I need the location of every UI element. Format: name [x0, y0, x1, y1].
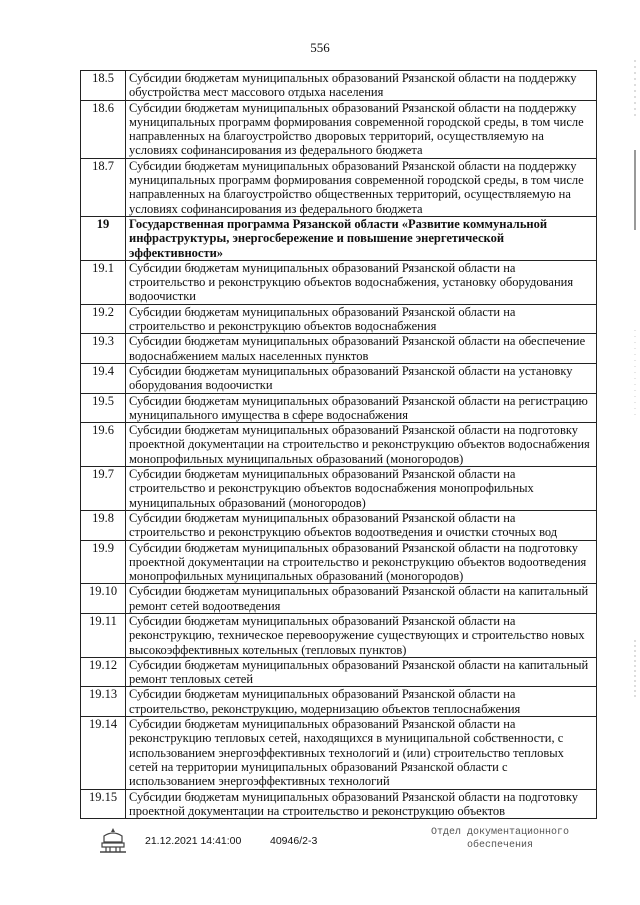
row-number: 19.11: [81, 613, 126, 657]
document-code: 40946/2-3: [270, 835, 318, 847]
row-description: Субсидии бюджетам муниципальных образований Рязанской области на строительство и реконструкцию объектов водоснабжения, установку оборудования водоочистки: [126, 260, 597, 304]
row-description: Субсидии бюджетам муниципальных образований Рязанской области на строительство и реконструкцию объектов водоотведения и очистки сточных вод: [126, 510, 597, 540]
row-number: 19.15: [81, 789, 126, 819]
row-number: 19.10: [81, 584, 126, 614]
program-row: [81, 216, 597, 260]
row-number: 19.7: [81, 467, 126, 511]
row-number: 19.8: [81, 510, 126, 540]
subsidy-table: [80, 70, 597, 819]
table-row: [81, 260, 597, 304]
row-description: Государственная программа Рязанской области «Развитие коммунальной инфраструктуры, энергосбережение и повышение энергетической эффективности»: [126, 216, 597, 260]
table-row: [81, 717, 597, 789]
table-row: [81, 158, 597, 216]
row-number: 19.2: [81, 304, 126, 334]
table-row: [81, 100, 597, 158]
row-description: Субсидии бюджетам муниципальных образований Рязанской области на установку оборудования водоочистки: [126, 363, 597, 393]
row-number: 19.4: [81, 363, 126, 393]
row-description: Субсидии бюджетам муниципальных образований Рязанской области на капитальный ремонт тепловых сетей: [126, 657, 597, 687]
row-number: 19: [81, 216, 126, 260]
table-row: [81, 334, 597, 364]
row-description: Субсидии бюджетам муниципальных образований Рязанской области на строительство, реконструкцию, модернизацию объектов теплоснабжения: [126, 687, 597, 717]
row-description: Субсидии бюджетам муниципальных образований Рязанской области на капитальный ремонт сетей водоотведения: [126, 584, 597, 614]
row-description: Субсидии бюджетам муниципальных образований Рязанской области на подготовку проектной документации на строительство и реконструкцию объектов: [126, 789, 597, 819]
row-description: Субсидии бюджетам муниципальных образований Рязанской области на строительство и реконструкцию объектов водоснабжения: [126, 304, 597, 334]
row-number: 19.9: [81, 540, 126, 584]
table-row: [81, 510, 597, 540]
row-number: 19.1: [81, 260, 126, 304]
table-row: [81, 467, 597, 511]
scan-edge-marks: [632, 0, 638, 905]
table-row: [81, 71, 597, 101]
department-stamp-line1: Отдел документационного: [430, 827, 570, 838]
table-row: [81, 304, 597, 334]
department-stamp-line2: обеспечения: [466, 840, 533, 851]
row-description: Субсидии бюджетам муниципальных образований Рязанской области на поддержку муниципальных программ формирования современной городской среды, в том числе направленных на благоустройство дворовых территорий, осуществляемую на условиях софинансирования из федерального бюджета: [126, 100, 597, 158]
table-row: [81, 789, 597, 819]
page-number: 556: [310, 40, 330, 55]
row-number: 19.13: [81, 687, 126, 717]
coat-of-arms-icon: [98, 826, 128, 854]
row-description: Субсидии бюджетам муниципальных образований Рязанской области на подготовку проектной документации на строительство и реконструкцию объектов водоотведения монопрофильных муниципальных образований (моногородов): [126, 540, 597, 584]
row-description: Субсидии бюджетам муниципальных образований Рязанской области на строительство и реконструкцию объектов водоснабжения монопрофильных муниципальных образований (моногородов): [126, 467, 597, 511]
row-description: Субсидии бюджетам муниципальных образований Рязанской области на подготовку проектной документации на строительство и реконструкцию объектов водоснабжения монопрофильных муниципальных образований (моногородов): [126, 423, 597, 467]
table-row: [81, 363, 597, 393]
row-number: 19.14: [81, 717, 126, 789]
row-description: Субсидии бюджетам муниципальных образований Рязанской области на поддержку муниципальных программ формирования современной городской среды, в том числе направленных на благоустройство общественных территорий, осуществляемую на условиях софинансирования из федерального бюджета: [126, 158, 597, 216]
row-number: 18.5: [81, 71, 126, 101]
row-description: Субсидии бюджетам муниципальных образований Рязанской области на реконструкцию, техническое перевооружение существующих и строительство новых высокоэффективных котельных (тепловых пунктов): [126, 613, 597, 657]
print-timestamp: 21.12.2021 14:41:00: [145, 835, 242, 847]
row-description: Субсидии бюджетам муниципальных образований Рязанской области на поддержку обустройства мест массового отдыха населения: [126, 71, 597, 101]
page-footer: [0, 826, 640, 866]
table-row: [81, 540, 597, 584]
row-number: 18.6: [81, 100, 126, 158]
table-row: [81, 584, 597, 614]
row-number: 19.6: [81, 423, 126, 467]
table-row: [81, 613, 597, 657]
row-number: 19.3: [81, 334, 126, 364]
row-number: 19.5: [81, 393, 126, 423]
row-description: Субсидии бюджетам муниципальных образований Рязанской области на обеспечение водоснабжением малых населенных пунктов: [126, 334, 597, 364]
table-row: [81, 393, 597, 423]
table-row: [81, 687, 597, 717]
row-description: Субсидии бюджетам муниципальных образований Рязанской области на реконструкцию тепловых сетей, находящихся в муниципальной собственности, с использованием энергоэффективных технологий и (или) строительство тепловых сетей на территории муниципальных образований Рязанской области с использованием энергоэффективных технологий: [126, 717, 597, 789]
department-stamp: [430, 826, 570, 852]
table-body: [81, 71, 597, 819]
row-description: Субсидии бюджетам муниципальных образований Рязанской области на регистрацию муниципального имущества в сфере водоснабжения: [126, 393, 597, 423]
table-row: [81, 657, 597, 687]
row-number: 19.12: [81, 657, 126, 687]
table-row: [81, 423, 597, 467]
row-number: 18.7: [81, 158, 126, 216]
